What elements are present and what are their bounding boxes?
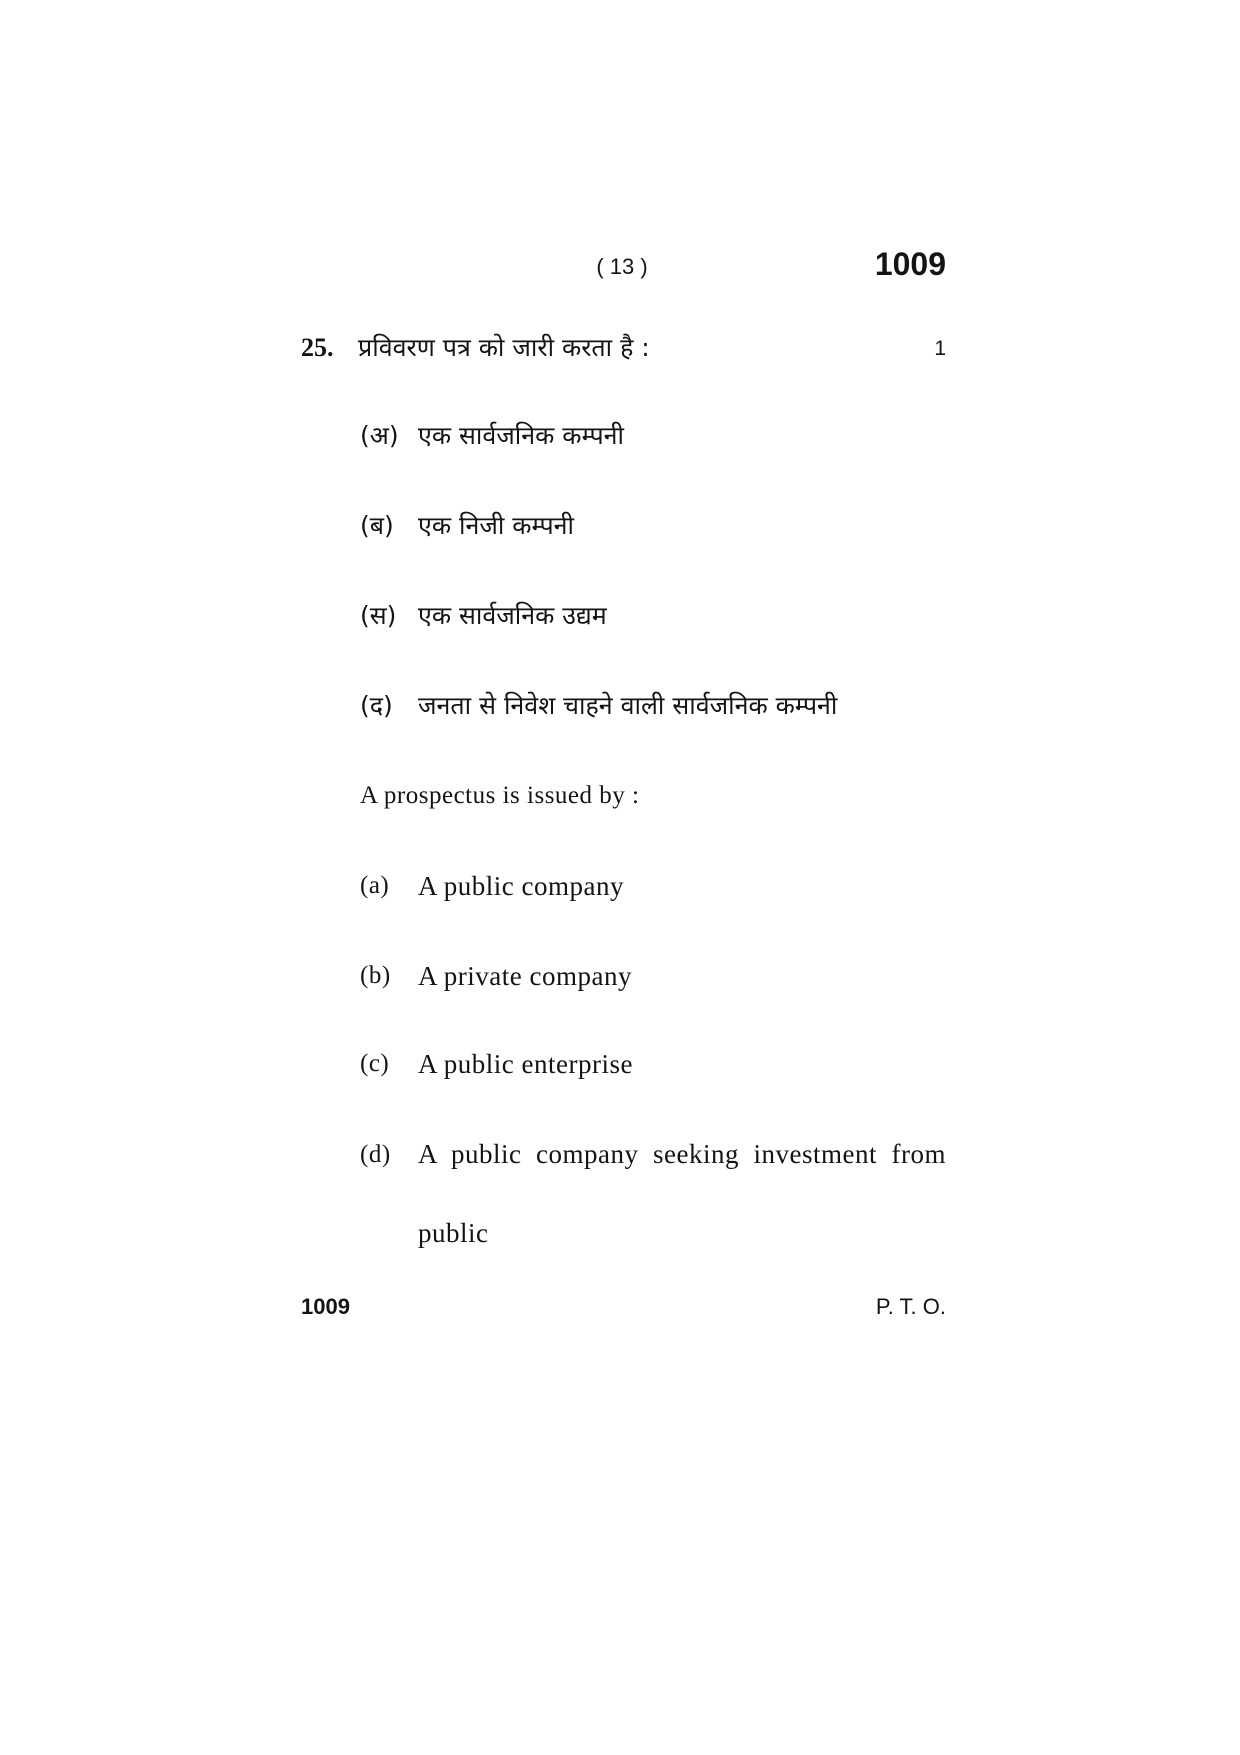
option-text: एक सार्वजनिक उद्यम xyxy=(418,601,607,630)
paper-code-footer: 1009 xyxy=(301,1294,350,1319)
option-label: (अ) xyxy=(360,421,399,450)
option-text: A private company xyxy=(418,961,632,991)
option-label: (c) xyxy=(360,1050,390,1077)
option-label: (ब) xyxy=(360,511,394,540)
english-option-a xyxy=(360,869,946,903)
option-text: एक सार्वजनिक कम्पनी xyxy=(418,421,625,450)
hindi-option-b xyxy=(360,509,946,543)
option-text: A public enterprise xyxy=(418,1049,633,1079)
english-option-c xyxy=(360,1047,946,1081)
option-text: A public company seeking investment from public xyxy=(418,1139,946,1248)
english-option-b xyxy=(360,959,946,993)
question-text-hindi: प्रविवरण पत्र को जारी करता है : xyxy=(358,333,650,362)
option-label: (स) xyxy=(360,601,397,630)
question-number: 25. xyxy=(301,333,334,362)
hindi-option-d xyxy=(360,689,946,723)
option-text: एक निजी कम्पनी xyxy=(418,511,575,540)
hindi-option-c xyxy=(360,599,946,633)
question-text-english: A prospectus is issued by : xyxy=(360,782,640,809)
hindi-option-a xyxy=(360,419,946,453)
option-label: (a) xyxy=(360,872,390,899)
option-text: A public company xyxy=(418,871,624,901)
question-marks: 1 xyxy=(934,337,946,360)
option-label: (b) xyxy=(360,962,391,989)
please-turn-over: P. T. O. xyxy=(875,1294,946,1319)
option-label: (द) xyxy=(360,691,393,720)
page-number: ( 13 ) xyxy=(596,254,648,279)
option-text: जनता से निवेश चाहने वाली सार्वजनिक कम्पनी xyxy=(418,691,838,720)
option-label: (d) xyxy=(360,1141,391,1168)
paper-code-header: 1009 xyxy=(874,246,946,282)
